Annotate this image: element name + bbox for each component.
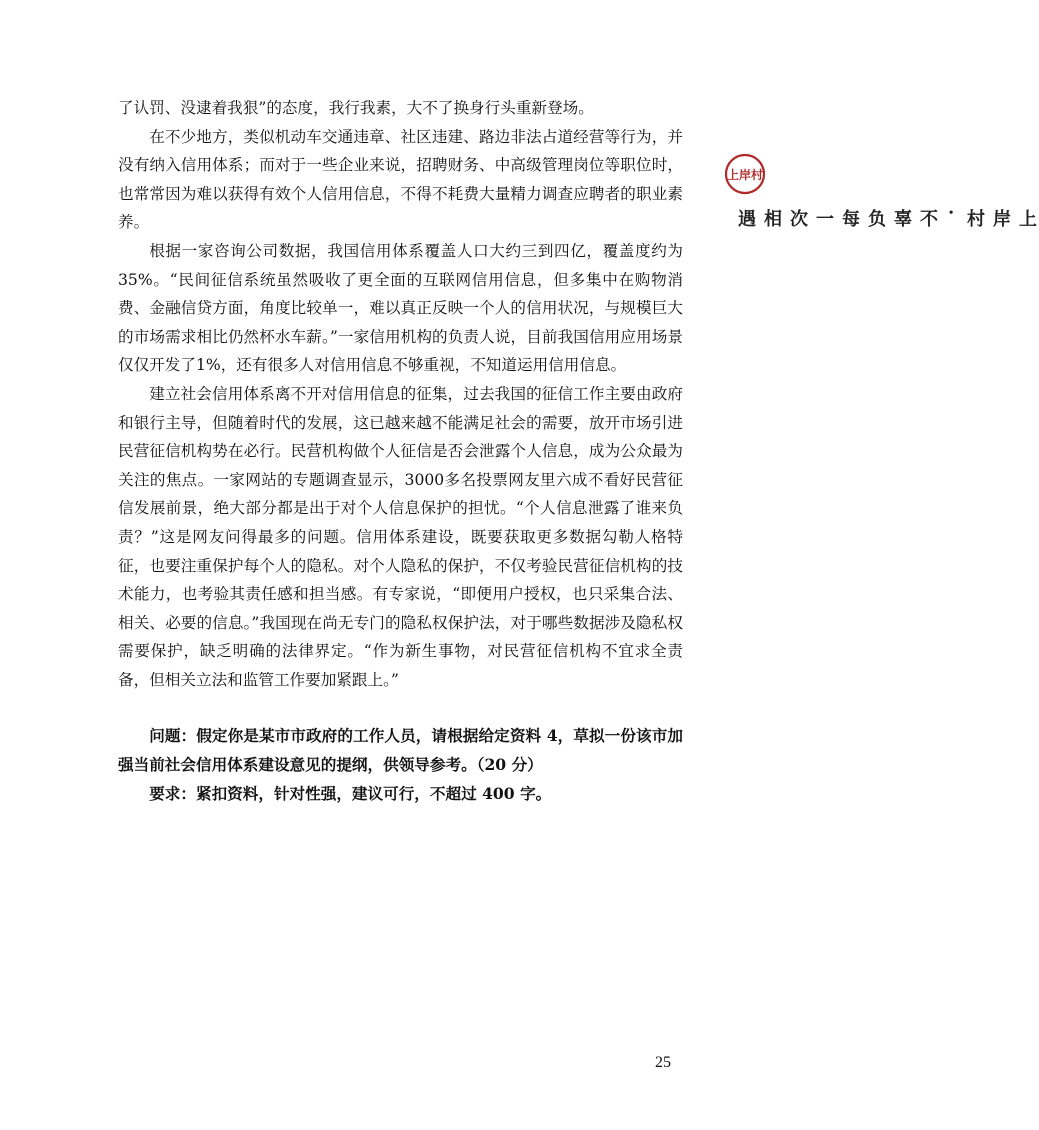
question-text: 问题：假定你是某市市政府的工作人员，请根据给定资料 4，草拟一份该市加强当前社会信用体系建设意见的提纲，供领导参考。（20 分）	[118, 726, 683, 775]
paragraph-1: 了认罚、没逮着我狠”的态度，我行我素，大不了换身行头重新登场。	[118, 99, 594, 117]
page-number: 25	[655, 1054, 671, 1071]
paragraph-4: 建立社会信用体系离不开对信用信息的征集，过去我国的征信工作主要由政府和银行主导，但随着时代的发展，这已越来越不能满足社会的需要，放开市场引进民营征信机构势在必行。民营机构做个人征信是否会泄露个人信息，成为公众最为关注的焦点。一家网站的专题调查显示，3000多名投票网友里六成不看好民营征信发展前景，绝大部分都是出于对个人信息保护的担忧。“个人信息泄露了谁来负责？”这是网友问得最多的问题。信用体系建设，既要获取更多数据勾勒人格特征，也要注重保护每个人的隐私。对个人隐私的保护，不仅考验民营征信机构的技术能力，也考验其责任感和担当感。有专家说，“即便用户授权，也只采集合法、相关、必要的信息。”我国现在尚无专门的隐私权保护法，对于哪些数据涉及隐私权需要保护，缺乏明确的法律界定。“作为新生事物，对民营征信机构不宜求全责备，但相关立法和监管工作要加紧跟上。”	[118, 384, 683, 689]
paragraph-2: 在不少地方，类似机动车交通违章、社区违建、路边非法占道经营等行为，并没有纳入信用体系；而对于一些企业来说，招聘财务、中高级管理岗位等职位时，也常常因为难以获得有效个人信用信息，不得不耗费大量精力调查应聘者的职业素养。	[118, 127, 683, 232]
question-block	[118, 722, 683, 808]
requirement-text: 要求：紧扣资料，针对性强，建议可行，不超过 400 字。	[149, 783, 552, 803]
brand-seal-icon	[724, 153, 766, 195]
paragraph-3: 根据一家咨询公司数据，我国信用体系覆盖人口大约三到四亿，覆盖度约为35%。“民间征信系统虽然吸收了更全面的互联网信用信息，但多集中在购物消费、金融信贷方面，角度比较单一，难以真正反映一个人的信用状况，与规模巨大的市场需求相比仍然杯水车薪。”一家信用机构的负责人说，目前我国信用应用场景仅仅开发了1%，还有很多人对信用信息不够重视，不知道运用信用信息。	[118, 241, 683, 375]
seal-text: 上岸村	[726, 168, 764, 182]
brand-slogan: 上岸村·不辜负每一次相遇	[735, 209, 1037, 230]
document-body	[118, 94, 683, 808]
